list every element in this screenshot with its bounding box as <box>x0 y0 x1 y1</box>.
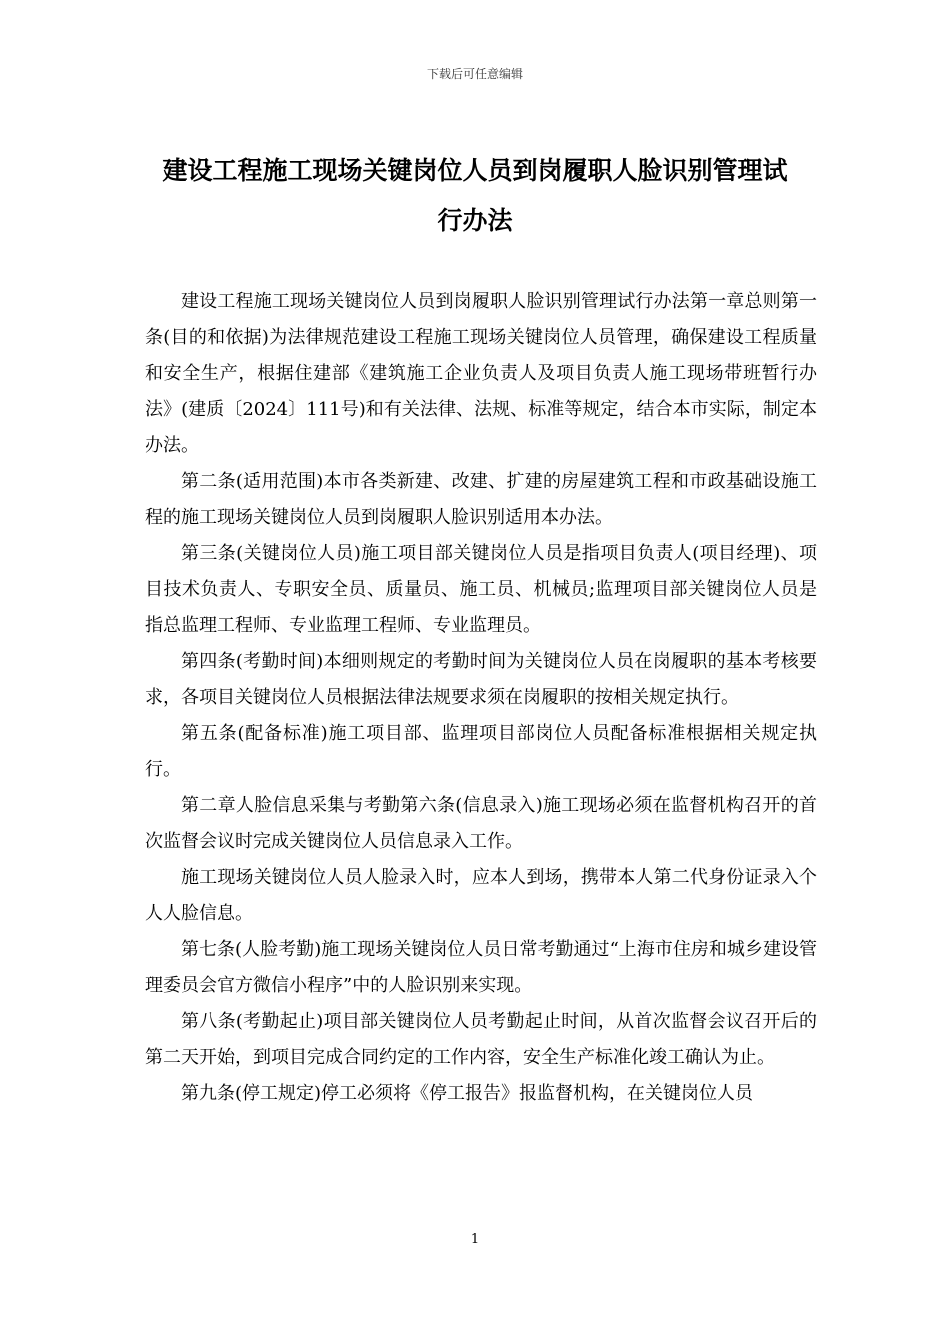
document-title <box>140 146 810 246</box>
paragraph-article-7: 第七条(人脸考勤)施工现场关键岗位人员日常考勤通过“上海市住房和城乡建设管理委员会官方微信小程序”中的人脸识别来实现。 <box>145 939 817 996</box>
paragraph-article-8: 第八条(考勤起止)项目部关键岗位人员考勤起止时间，从首次监督会议召开后的第二天开始，到项目完成合同约定的工作内容，安全生产标准化竣工确认为止。 <box>145 1011 817 1068</box>
page-number: 1 <box>470 1232 480 1247</box>
title-line-1: 建设工程施工现场关键岗位人员到岗履职人脸识别管理试 <box>162 156 788 185</box>
paragraph-article-9: 第九条(停工规定)停工必须将《停工报告》报监督机构，在关键岗位人员 <box>181 1083 754 1104</box>
header-note: 下载后可任意编辑 <box>426 67 523 81</box>
paragraph-article-1: 建设工程施工现场关键岗位人员到岗履职人脸识别管理试行办法第一章总则第一条(目的和依据)为法律规范建设工程施工现场关键岗位人员管理，确保建设工程质量和安全生产，根据住建部《建筑施工企业负责人及项目负责人施工现场带班暂行办法》(建质〔2024〕111号)和有关法律、法规、标准等规定，结合本市实际，制定本办法。 <box>145 291 817 456</box>
document-body <box>145 284 817 1112</box>
paragraph-article-5: 第五条(配备标准)施工项目部、监理项目部岗位人员配备标准根据相关规定执行。 <box>145 723 817 780</box>
paragraph-face-entry: 施工现场关键岗位人员人脸录入时，应本人到场，携带本人第二代身份证录入个人人脸信息。 <box>145 867 817 924</box>
paragraph-article-3: 第三条(关键岗位人员)施工项目部关键岗位人员是指项目负责人(项目经理)、项目技术负责人、专职安全员、质量员、施工员、机械员;监理项目部关键岗位人员是指总监理工程师、专业监理工程师、专业监理员。 <box>145 543 817 636</box>
title-line-2: 行办法 <box>437 206 513 235</box>
paragraph-article-4: 第四条(考勤时间)本细则规定的考勤时间为关键岗位人员在岗履职的基本考核要求，各项目关键岗位人员根据法律法规要求须在岗履职的按相关规定执行。 <box>145 651 817 708</box>
paragraph-article-6: 第二章人脸信息采集与考勤第六条(信息录入)施工现场必须在监督机构召开的首次监督会议时完成关键岗位人员信息录入工作。 <box>145 795 817 852</box>
paragraph-article-2: 第二条(适用范围)本市各类新建、改建、扩建的房屋建筑工程和市政基础设施工程的施工现场关键岗位人员到岗履职人脸识别适用本办法。 <box>145 471 817 528</box>
